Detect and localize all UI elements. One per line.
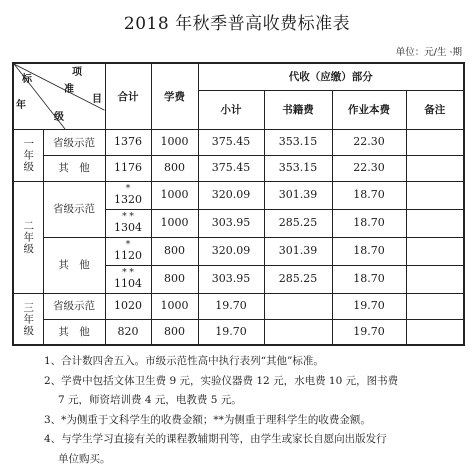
arts-mark: *	[125, 239, 131, 250]
cell-remark	[406, 156, 464, 182]
cell-total: * * 1304	[105, 209, 151, 237]
cell-tuition: 1000	[151, 181, 198, 209]
grade-2-label: 二年级	[13, 181, 43, 293]
corner-char-biao: 标	[22, 74, 32, 85]
cell-tuition: 800	[151, 156, 198, 182]
cell-remark	[406, 293, 464, 319]
unit-label: 单位：元/生 ·期	[395, 47, 462, 58]
row-type: 省级示范	[43, 181, 105, 237]
arts-mark: *	[125, 183, 131, 194]
note-2: 2、学费中包括文体卫生费 9 元，实验仪器费 12 元，水电费 10 元，图书费	[44, 374, 399, 387]
cell-workbook: 19.70	[332, 293, 406, 319]
cell-total: 1176	[105, 156, 151, 182]
cell-textbook: 353.15	[264, 156, 332, 182]
cell-tuition: 1000	[151, 130, 198, 156]
cell-textbook: 285.25	[264, 209, 332, 237]
note-3: 3、*为侧重于文科学生的收费金额；**为侧重于理科学生的收费金额。	[44, 413, 371, 426]
cell-textbook: 301.39	[264, 237, 332, 265]
cell-subtotal: 19.70	[198, 293, 264, 319]
corner-char-ji: 级	[54, 112, 64, 123]
header-tuition: 学费	[151, 63, 198, 130]
header-corner	[13, 63, 105, 130]
page-title: 2018 年秋季普高收费标准表	[123, 14, 351, 34]
cell-subtotal: 19.70	[198, 319, 264, 345]
cell-workbook: 19.70	[332, 319, 406, 345]
corner-char-nian: 年	[16, 100, 26, 111]
header-agency: 代收（应缴）部分	[198, 63, 464, 91]
cell-textbook: 301.39	[264, 181, 332, 209]
row-type: 省级示范	[43, 293, 105, 319]
header-subtotal: 小计	[198, 91, 264, 130]
corner-char-xiang: 项	[72, 67, 82, 78]
cell-workbook: 18.70	[332, 237, 406, 265]
note-2-cont: 7 元，师资培训费 4 元，电教费 5 元。	[58, 394, 242, 406]
cell-subtotal: 375.45	[198, 156, 264, 182]
cell-subtotal: 320.09	[198, 237, 264, 265]
cell-remark	[406, 265, 464, 293]
cell-workbook: 18.70	[332, 181, 406, 209]
cell-remark	[406, 237, 464, 265]
cell-total: * * 1104	[105, 265, 151, 293]
cell-remark	[406, 130, 464, 156]
corner-char-mu: 目	[92, 94, 102, 105]
header-remark: 备注	[406, 91, 464, 130]
note-4-cont: 单位购买。	[58, 452, 111, 465]
cell-remark	[406, 209, 464, 237]
grade-3-label: 三年级	[13, 293, 43, 345]
header-workbook: 作业本费	[332, 91, 406, 130]
cell-workbook: 18.70	[332, 209, 406, 237]
row-type: 其 他	[43, 319, 105, 345]
cell-total: 1020	[105, 293, 151, 319]
cell-total: 820	[105, 319, 151, 345]
cell-tuition: 800	[151, 265, 198, 293]
cell-subtotal: 303.95	[198, 265, 264, 293]
cell-tuition: 1000	[151, 293, 198, 319]
cell-subtotal: 375.45	[198, 130, 264, 156]
cell-tuition: 800	[151, 319, 198, 345]
row-type: 其 他	[43, 237, 105, 293]
cell-subtotal: 320.09	[198, 181, 264, 209]
cell-textbook	[264, 293, 332, 319]
cell-remark	[406, 181, 464, 209]
cell-total: * 1120	[105, 237, 151, 265]
notes-section	[44, 352, 469, 469]
science-mark: * *	[122, 267, 134, 278]
fee-table	[12, 62, 465, 346]
cell-textbook: 353.15	[264, 130, 332, 156]
cell-workbook: 22.30	[332, 156, 406, 182]
row-type: 其 他	[43, 156, 105, 182]
row-type: 省级示范	[43, 130, 105, 156]
grade-1-label: 一年级	[13, 130, 43, 182]
note-4: 4、与学生学习直接有关的课程教辅期刊等，由学生或家长自愿向出版发行	[44, 433, 387, 445]
cell-remark	[406, 319, 464, 345]
cell-textbook: 285.25	[264, 265, 332, 293]
cell-total: 1376	[105, 130, 151, 156]
header-textbook: 书籍费	[264, 91, 332, 130]
note-1: 1、合计数四舍五入。市级示范性高中执行表列“其他”标准。	[44, 355, 324, 367]
cell-workbook: 22.30	[332, 130, 406, 156]
cell-subtotal: 303.95	[198, 209, 264, 237]
cell-textbook	[264, 319, 332, 345]
cell-tuition: 1000	[151, 209, 198, 237]
header-total: 合计	[105, 63, 151, 130]
cell-total: * 1320	[105, 181, 151, 209]
cell-workbook: 18.70	[332, 265, 406, 293]
corner-char-zhun: 准	[64, 84, 74, 95]
cell-tuition: 800	[151, 237, 198, 265]
science-mark: * *	[122, 211, 134, 222]
